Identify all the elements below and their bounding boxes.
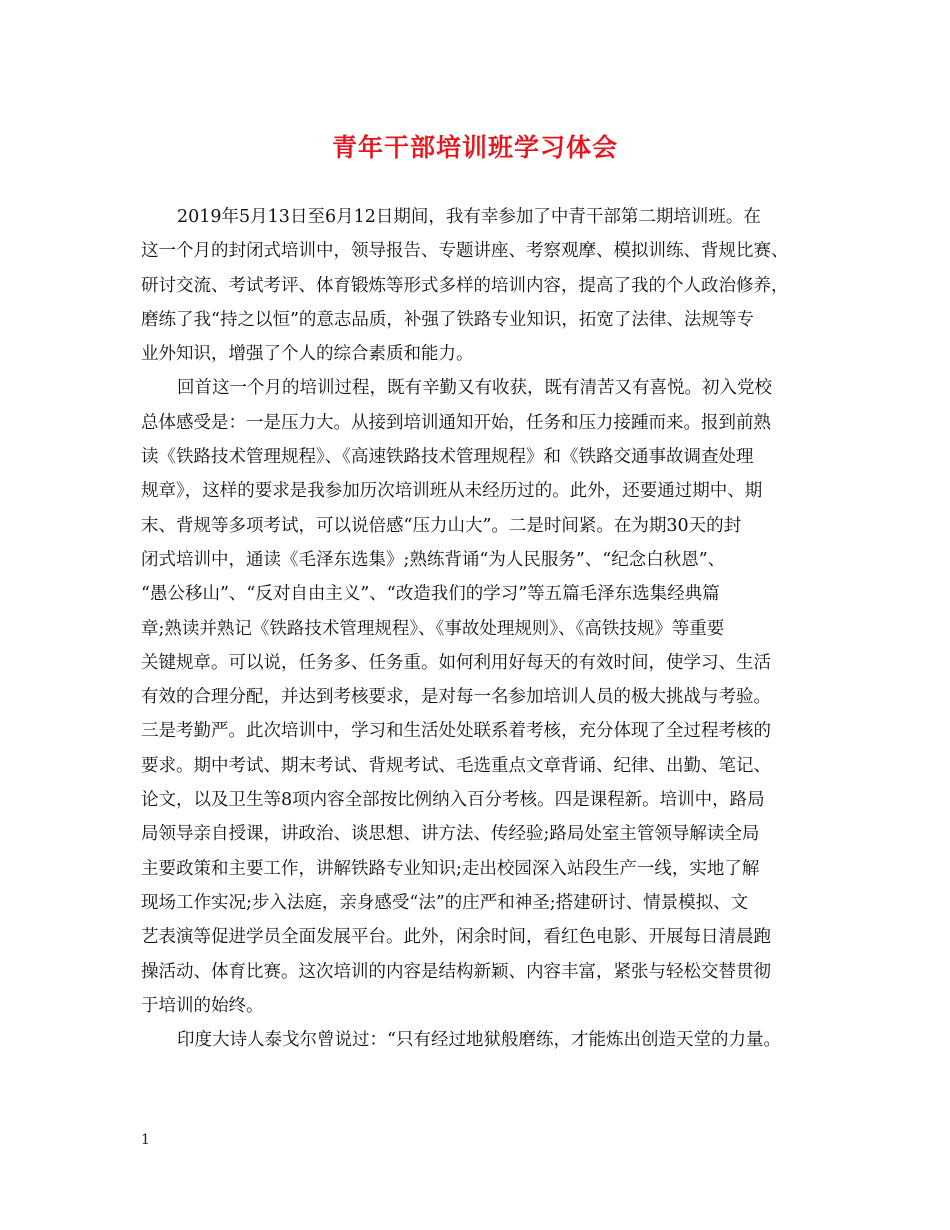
page-number: 1 (141, 1132, 150, 1148)
paragraph-1-line-5: 业外知识，增强了个人的综合素质和能力。 (141, 344, 474, 365)
paragraph-2-line-9: 关键规章。可以说，任务多、任务重。如何利用好每天的有效时间，使学习、生活 (141, 652, 771, 673)
paragraph-2-line-11: 三是考勤严。此次培训中，学习和生活处处联系着考核，充分体现了全过程考核的 (141, 721, 771, 742)
paragraph-2-line-14: 局领导亲自授课，讲政治、谈思想、讲方法、传经验;路局处室主管领导解读全局 (141, 824, 760, 845)
paragraph-2-line-17: 艺表演等促进学员全面发展平台。此外，闲余时间，看红色电影、开展每日清晨跑 (141, 927, 771, 948)
paragraph-2-line-1: 回首这一个月的培训过程，既有辛勤又有收获，既有清苦又有喜悦。初入党校 (177, 378, 772, 399)
paragraph-2-line-3: 读《铁路技术管理规程》、《高速铁路技术管理规程》和《铁路交通事故调查处理 (141, 447, 754, 468)
paragraph-2-line-19: 于培训的始终。 (141, 995, 264, 1016)
paragraph-2-line-5: 末、背规等多项考试，可以说倍感“压力山大”。二是时间紧。在为期30天的封 (141, 515, 742, 536)
paragraph-2-line-13: 论文，以及卫生等8项内容全部按比例纳入百分考核。四是课程新。培训中，路局 (141, 790, 765, 811)
paragraph-2-line-7: “愚公移山”、“反对自由主义”、“改造我们的学习”等五篇毛泽东选集经典篇 (141, 584, 720, 605)
paragraph-2-line-18: 操活动、体育比赛。这次培训的内容是结构新颖、内容丰富，紧张与轻松交替贯彻 (141, 961, 771, 982)
paragraph-2-line-4: 规章》，这样的要求是我参加历次培训班从未经历过的。此外，还要通过期中、期 (141, 481, 763, 502)
paragraph-2-line-10: 有效的合理分配，并达到考核要求，是对每一名参加培训人员的极大挑战与考验。 (141, 687, 771, 708)
document-title: 青年干部培训班学习体会 (331, 133, 618, 162)
paragraph-1-line-3: 研讨交流、考试考评、体育锻炼等形式多样的培训内容，提高了我的个人政治修养， (141, 275, 789, 296)
paragraph-2-line-12: 要求。期中考试、期末考试、背规考试、毛选重点文章背诵、纪律、出勤、笔记、 (141, 755, 771, 776)
paragraph-2-line-6: 闭式培训中，通读《毛泽东选集》;熟练背诵“为人民服务”、“纪念白秋恩”、 (141, 549, 726, 570)
document-body (141, 200, 823, 1057)
paragraph-2-line-2: 总体感受是：一是压力大。从接到培训通知开始，任务和压力接踵而来。报到前熟 (141, 412, 771, 433)
paragraph-2-line-16: 现场工作实况;步入法庭，亲身感受“法”的庄严和神圣;搭建研讨、情景模拟、文 (141, 892, 749, 913)
paragraph-2-line-8: 章;熟读并熟记《铁路技术管理规程》、《事故处理规则》、《高铁技规》等重要 (141, 618, 725, 639)
paragraph-1-line-1: 2019年5月13日至6月12日期间，我有幸参加了中青干部第二期培训班。在 (177, 207, 761, 227)
paragraph-1-line-2: 这一个月的封闭式培训中，领导报告、专题讲座、考察观摩、模拟训练、背规比赛、 (141, 241, 789, 262)
paragraph-1-line-4: 磨练了我“持之以恒”的意志品质，补强了铁路专业知识，拓宽了法律、法规等专 (141, 309, 754, 330)
paragraph-2-line-15: 主要政策和主要工作，讲解铁路专业知识;走出校园深入站段生产一线，实地了解 (141, 858, 760, 879)
paragraph-3-line-1: 印度大诗人泰戈尔曾说过：“只有经过地狱般磨练，才能炼出创造天堂的力量。 (177, 1030, 781, 1051)
